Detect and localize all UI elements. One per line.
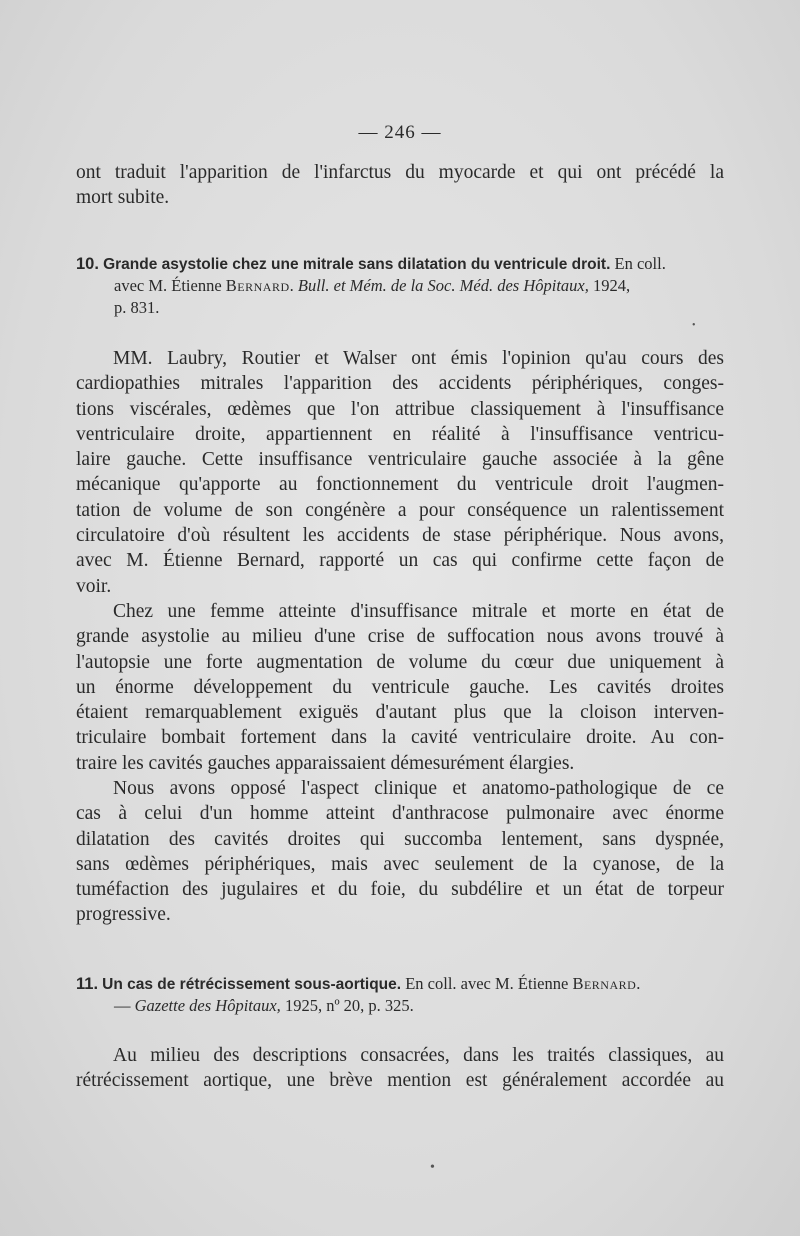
entry-year: 1924, <box>588 276 631 295</box>
text-line: avec M. Étienne Bernard, rapporté un cas qui confirme cette façon de <box>76 550 724 572</box>
entry-author: Bernard <box>225 276 290 295</box>
intro-paragraph <box>76 160 724 211</box>
text-line: ventriculaire droite, appartiennent en réalité à l'insuffisance ventricu- <box>76 423 724 445</box>
entry-period: . <box>636 974 641 993</box>
entry-collab: En coll. <box>610 254 666 273</box>
text-line: grande asystolie au milieu d'une crise de suffocation nous avons trouvé à <box>76 626 724 648</box>
text-line: triculaire bombait fortement dans la cavité ventriculaire droite. Au con- <box>76 727 724 749</box>
page-number: — 246 — <box>358 122 442 143</box>
text-line: laire gauche. Cette insuffisance ventriculaire gauche associée à la gêne <box>76 449 724 471</box>
text-line: étaient remarquablement exiguës d'autant plus que la cloison interven- <box>76 702 724 724</box>
entry-number: 11. <box>76 975 99 993</box>
text-line: l'autopsie une forte augmentation de volume du cœur due uniquement à <box>76 651 724 673</box>
text-line: mort subite. <box>76 187 170 209</box>
text-line: progressive. <box>76 904 171 926</box>
text-line: Chez une femme atteinte d'insuffisance mitrale et morte en état de <box>113 601 724 622</box>
text-line: traire les cavités gauches apparaissaient démesurément élargies. <box>76 752 575 774</box>
entry-author: Bernard <box>572 974 637 993</box>
paragraph-2 <box>76 599 724 776</box>
entry-citation-line <box>76 995 724 1017</box>
text-line: mécanique qu'apporte au fonctionnement du ventricule droit l'augmen- <box>76 474 724 496</box>
entry-collab: En coll. avec M. Étienne <box>401 974 573 993</box>
text-line: ont traduit l'apparition de l'infarctus du myocarde et qui ont précédé la <box>76 162 724 183</box>
entry-heading-line <box>76 253 724 275</box>
text-line: sans œdèmes périphériques, mais avec seulement de la cyanose, de la <box>76 853 724 875</box>
entry-pages-line: p. 831. <box>114 298 160 317</box>
text-line: tation de volume de son congénère a pour conséquence un ralentissement <box>76 499 724 521</box>
text-line: MM. Laubry, Routier et Walser ont émis l'opinion qu'au cours des <box>113 348 724 369</box>
text-line: cardiopathies mitrales l'apparition des accidents périphériques, conges- <box>76 373 724 395</box>
text-line: tions viscérales, œdèmes que l'on attribue classiquement à l'insuffisance <box>76 398 724 420</box>
text-line: rétrécissement aortique, une brève mention est généralement accordée au <box>76 1070 724 1092</box>
entry-issue: 1925, nº 20, p. 325. <box>280 996 414 1015</box>
paragraph-3 <box>76 776 724 928</box>
text-line: un énorme développement du ventricule gauche. Les cavités droites <box>76 676 724 698</box>
entry-journal: Gazette des Hôpitaux, <box>134 996 281 1015</box>
text-line: cas à celui d'un homme atteint d'anthracose pulmonaire avec énorme <box>76 803 724 825</box>
bibliography-entry-11 <box>76 973 724 1017</box>
text-line: Nous avons opposé l'aspect clinique et anatomo-pathologique de ce <box>113 778 724 799</box>
text-line: Au milieu des descriptions consacrées, dans les traités classiques, au <box>113 1045 724 1066</box>
text-line: voir. <box>76 575 112 597</box>
entry-separator: . <box>289 276 298 295</box>
text-line: dilatation des cavités droites qui succomba lentement, sans dyspnée, <box>76 828 724 850</box>
paragraph-4 <box>76 1043 724 1094</box>
paragraph-1 <box>76 346 724 599</box>
ink-speck: • <box>692 320 696 331</box>
entry-title: Grande asystolie chez une mitrale sans dilatation du ventricule droit. <box>103 256 611 273</box>
text-line: tuméfaction des jugulaires et du foie, du subdélire et un état de torpeur <box>76 879 724 901</box>
text-line: circulatoire d'où résultent les accidents de stase périphérique. Nous avons, <box>76 525 724 547</box>
entry-number: 10. <box>76 255 99 273</box>
entry-journal: Bull. et Mém. de la Soc. Méd. des Hôpitaux, <box>297 276 589 295</box>
bibliography-entry-10 <box>76 253 724 319</box>
entry-citation-line <box>76 275 724 297</box>
entry-dash: — <box>114 996 135 1015</box>
entry-heading-line <box>76 973 724 995</box>
entry-title: Un cas de rétrécissement sous-aortique. <box>102 976 402 993</box>
entry-collab-prefix: avec M. Étienne <box>114 276 226 295</box>
ink-speck: • <box>430 1160 435 1175</box>
